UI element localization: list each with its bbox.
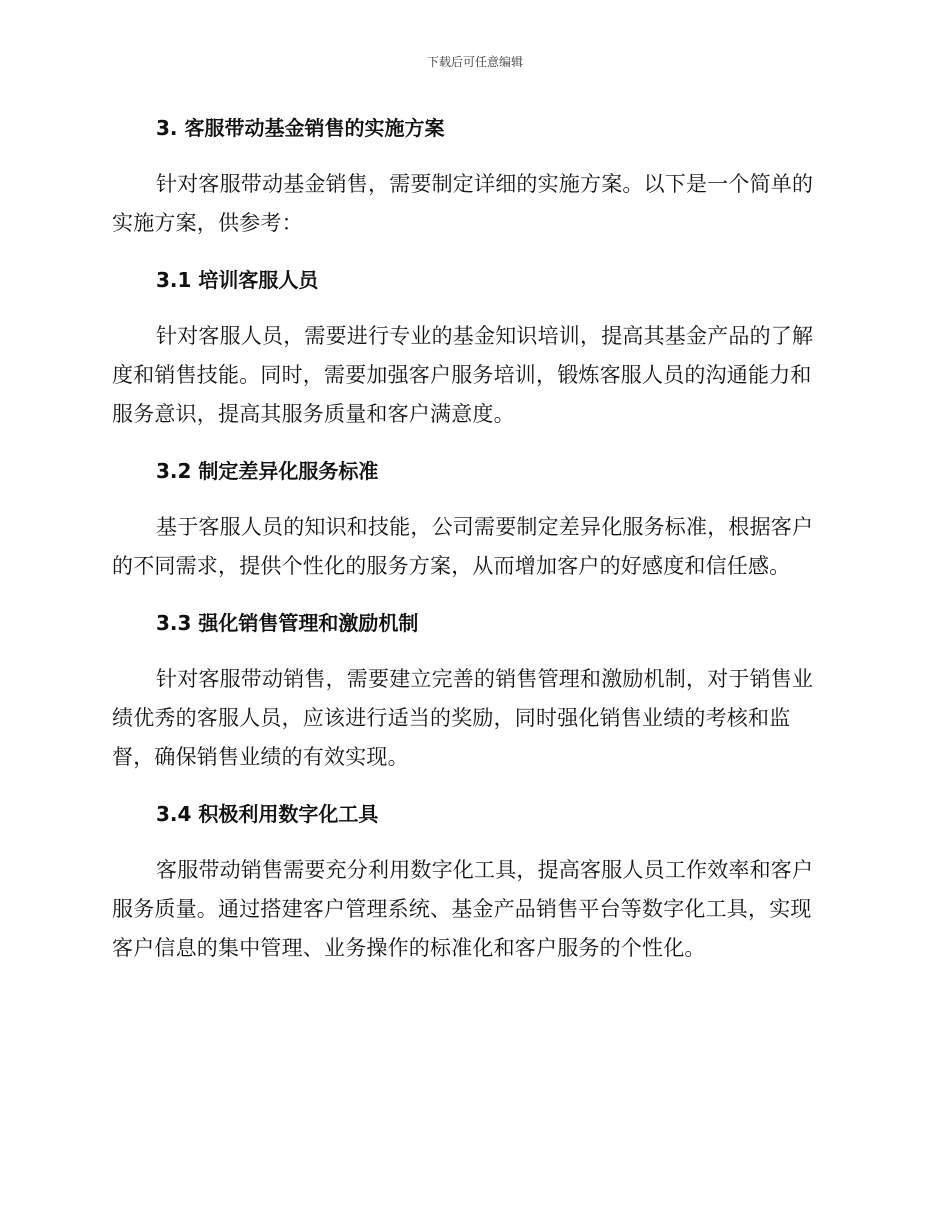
section-paragraph: 针对客服带动销售，需要建立完善的销售管理和激励机制，对于销售业绩优秀的客服人员，应该进行适当的奖励，同时强化销售业绩的考核和监督，确保销售业绩的有效实现。: [112, 667, 814, 769]
section-paragraph: 针对客服带动基金销售，需要制定详细的实施方案。以下是一个简单的实施方案，供参考：: [112, 172, 814, 235]
section-heading: 3.3 强化销售管理和激励机制: [156, 611, 419, 635]
section-heading: 3.2 制定差异化服务标准: [156, 459, 379, 483]
section-heading: 3.1 培训客服人员: [156, 268, 319, 292]
section-heading: 3.4 积极利用数字化工具: [156, 802, 379, 826]
document-body: [112, 108, 832, 968]
page-header-note: 下载后可任意编辑: [426, 55, 523, 69]
section-paragraph: 基于客服人员的知识和技能，公司需要制定差异化服务标准，根据客户的不同需求，提供个性化的服务方案，从而增加客户的好感度和信任感。: [112, 515, 814, 578]
section-paragraph: 客服带动销售需要充分利用数字化工具，提高客服人员工作效率和客户服务质量。通过搭建客户管理系统、基金产品销售平台等数字化工具，实现客户信息的集中管理、业务操作的标准化和客户服务的个性化。: [112, 858, 814, 960]
section-heading: 3. 客服带动基金销售的实施方案: [156, 116, 445, 140]
section-paragraph: 针对客服人员，需要进行专业的基金知识培训，提高其基金产品的了解度和销售技能。同时，需要加强客户服务培训，锻炼客服人员的沟通能力和服务意识，提高其服务质量和客户满意度。: [112, 324, 814, 426]
